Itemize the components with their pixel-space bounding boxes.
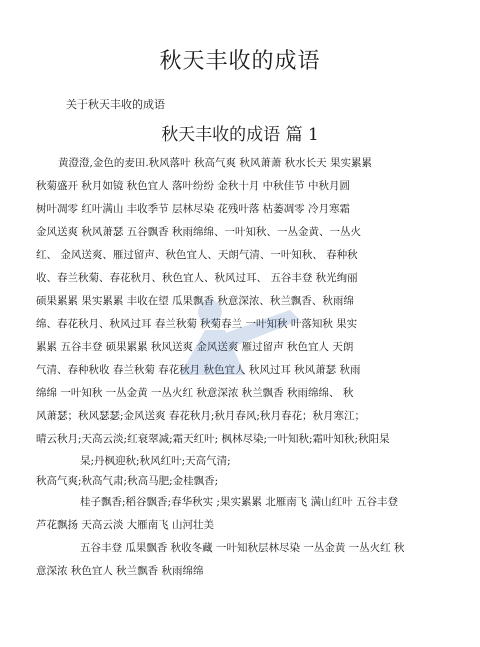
text-line: 绵绵 一叶知秋 一丛金黄 一丛火红 秋意深浓 秋兰飘香 秋雨绵绵、 秋 <box>36 387 354 399</box>
body-text <box>36 152 446 583</box>
text-line: 绵、春花秋月、秋风过耳 春兰秋菊 秋菊春兰 一叶知秋 叶落知秋 果实 <box>36 318 358 330</box>
text-line: 芦花飘扬 天高云淡 大雁南飞 山河壮美 <box>36 519 215 531</box>
text-line: 气清、春种秋收 春兰秋菊 春花秋月 秋色宜人 秋风过耳 秋风萧瑟 秋雨 <box>36 364 361 376</box>
text-line: 晴云秋月;天高云淡;红衰翠减;霜天红叶; 枫林尽染;一叶知秋;霜叶知秋;秋阳杲 <box>36 433 390 445</box>
text-line: 风萧瑟；秋风瑟瑟;金风送爽 春花秋月;秋月春风;秋月春花；秋月寒江； <box>36 410 365 422</box>
text-line: 金风送爽 秋风萧瑟 五谷飘香 秋雨绵绵、一叶知秋、一丛金黄、一丛火 <box>36 226 362 238</box>
text-line: 桂子飘香;稻谷飘香;春华秋实 ;果实累累 北雁南飞 满山红叶 五谷丰登 <box>80 496 398 508</box>
text-line: 秋高气爽;秋高气肃;秋高马肥;金桂飘香; <box>36 475 219 487</box>
text-line: 树叶凋零 红叶满山 丰收季节 层林尽染 花残叶落 枯萎凋零 冷月寒霜 <box>36 203 351 215</box>
text-line: 意深浓 秋色宜人 秋兰飘香 秋雨绵绵 <box>36 565 204 577</box>
page-title: 秋天丰收的成语 <box>159 49 321 74</box>
text-line: 红、 金风送爽、雁过留声、秋色宜人、天朗气清、一叶知秋、 春种秋 <box>36 249 358 261</box>
text-line: 五谷丰登 瓜果飘香 秋收冬藏 一叶知秋层林尽染 一丛金黄 一丛火红 秋 <box>80 542 405 554</box>
text-line: 杲;丹枫迎秋;秋风红叶;天高气清; <box>80 455 231 467</box>
section-heading: 秋天丰收的成语 篇 1 <box>161 125 319 145</box>
text-line: 累累 五谷丰登 硕果累累 秋风送爽 金风送爽 雁过留声 秋色宜人 天朗 <box>36 341 354 353</box>
text-line: 收、春兰秋菊、春花秋月、秋色宜人、秋风过耳、 五谷丰登 秋光绚丽 <box>36 272 358 284</box>
text-line: 硕果累累 果实累累 丰收在望 瓜果飘香 秋意深浓、秋兰飘香、秋雨绵 <box>36 295 354 307</box>
text-line: 秋菊盛开 秋月如镜 秋色宜人 落叶纷纷 金秋十月 中秋佳节 中秋月圆 <box>36 180 351 192</box>
text-line: 黄澄澄,金色的麦田.秋风落叶 秋高气爽 秋风萧萧 秋水长天 果实累累 <box>58 157 373 169</box>
document-subtitle: 关于秋天丰收的成语 <box>66 98 165 111</box>
